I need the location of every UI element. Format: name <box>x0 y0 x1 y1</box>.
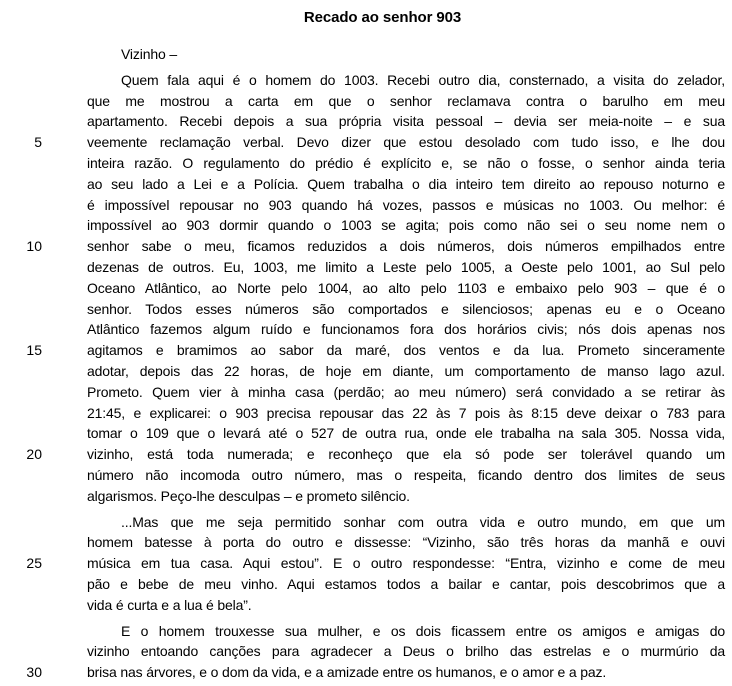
line-text: senhor. Todos esses números são comportados e silenciosos; apenas eu e o Oceano <box>87 300 725 317</box>
text-line <box>87 382 725 403</box>
text-body <box>26 44 725 683</box>
line-text: 21:45, e explicarei: o 903 precisa repousar das 22 às 7 pois às 8:15 deve deixar o 783 para <box>87 404 725 421</box>
text-line <box>26 553 725 574</box>
line-text: algarismos. Peço-lhe desculpas – e prometo silêncio. <box>87 487 410 504</box>
line-text: Prometo. Quem vier à minha casa (perdão; ao meu número) será convidado a se retirar às <box>87 383 725 400</box>
text-line <box>87 465 725 486</box>
line-text: vizinho, está toda numerada; e reconheço que ela só pode ser tolerável quando um <box>87 446 725 463</box>
line-text: ...Mas que me seja permitido sonhar com outra vida e outro mundo, em que um <box>121 513 725 530</box>
text-line <box>26 340 725 361</box>
text-line <box>34 132 725 153</box>
text-line <box>87 91 725 112</box>
line-number: 25 <box>26 555 42 572</box>
text-line <box>87 319 725 340</box>
line-number: 5 <box>34 134 42 151</box>
line-number: 30 <box>26 664 42 681</box>
line-text: Atlântico fazemos algum ruído e funcionamos fora dos horários civis; nós dois apenas nos <box>87 321 725 338</box>
line-text: Oceano Atlântico, ao Norte pelo 1004, ao alto pelo 1103 e embaixo pelo 903 – que é o <box>87 279 725 296</box>
text-line <box>87 595 725 616</box>
text-line <box>87 195 725 216</box>
line-number: 15 <box>26 342 42 359</box>
text-line <box>87 278 725 299</box>
line-text: vizinho entoando canções para agradecer a Deus o brilho das estrelas e o murmúrio da <box>87 643 725 660</box>
text-line <box>87 641 725 662</box>
text-line <box>87 111 725 132</box>
text-line <box>87 174 725 195</box>
line-text: inteira razão. O regulamento do prédio é explícito e, se não o fosse, o senhor ainda teria <box>87 154 725 171</box>
text-line <box>26 662 725 683</box>
text-line <box>87 299 725 320</box>
text-line <box>87 486 725 507</box>
text-line <box>87 257 725 278</box>
line-text: Quem fala aqui é o homem do 1003. Recebi outro dia, consternado, a visita do zelador, <box>121 71 725 88</box>
text-line <box>26 444 725 465</box>
line-text: vida é curta e a lua é bela”. <box>87 596 252 613</box>
line-text: veemente reclamação verbal. Devo dizer que estou desolado com tudo isso, e lhe dou <box>87 134 725 151</box>
text-line <box>87 423 725 444</box>
text-line <box>87 215 725 236</box>
line-number: 10 <box>26 238 42 255</box>
line-text: música em tua casa. Aqui estou”. E o outro respondesse: “Entra, vizinho e come de meu <box>87 555 725 572</box>
line-text: adotar, depois das 22 horas, de hoje em diante, um comportamento de manso lago azul. <box>87 362 725 379</box>
line-text: impossível ao 903 dormir quando o 1003 se agita; pois como não sei o seu nome nem o <box>87 217 725 234</box>
text-line <box>87 532 725 553</box>
text-line <box>26 236 725 257</box>
line-text: tomar o 109 que o levará até o 527 de outra rua, onde ele trabalha na sala 305. Nossa vida, <box>87 425 725 442</box>
line-text: brisa nas árvores, e o dom da vida, e a amizade entre os humanos, e o amor e a paz. <box>87 664 607 681</box>
line-text: Vizinho – <box>121 46 177 62</box>
line-text: apartamento. Recebi depois a sua própria visita pessoal – devia ser meia-noite – e sua <box>87 113 725 130</box>
line-text: homem batesse à porta do outro e dissesse: “Vizinho, são três horas da manhã e ouvi <box>87 534 725 551</box>
text-line <box>87 574 725 595</box>
line-number: 20 <box>26 446 42 463</box>
line-text: agitamos e bramimos ao sabor da maré, dos ventos e da lua. Prometo sinceramente <box>87 342 725 359</box>
text-line <box>87 621 725 642</box>
line-text: pão e bebe de meu vinho. Aqui estamos todos a bailar e cantar, pois descobrimos que a <box>87 575 725 592</box>
text-line <box>87 512 725 533</box>
text-line <box>87 403 725 424</box>
line-text: senhor sabe o meu, ficamos reduzidos a dois números, dois números empilhados entre <box>87 238 725 255</box>
text-line <box>87 153 725 174</box>
line-text: E o homem trouxesse sua mulher, e os dois ficassem entre os amigos e amigas do <box>121 622 725 639</box>
line-text: é impossível repousar no 903 quando há vozes, passos e músicas no 1003. Ou melhor: é <box>87 196 725 213</box>
text-line <box>87 361 725 382</box>
line-text: ao seu lado a Lei e a Polícia. Quem trabalha o dia inteiro tem direito ao repouso noturno e <box>87 175 725 192</box>
line-text: número não incomoda outro número, mas o respeita, ficando dentro dos limites de seus <box>87 466 725 483</box>
text-line <box>87 44 725 65</box>
document-title: Recado ao senhor 903 <box>303 9 462 26</box>
line-text: dezenas de outros. Eu, 1003, me limito a Leste pelo 1005, a Oeste pelo 1001, ao Sul pelo <box>87 258 725 275</box>
text-line <box>87 70 725 91</box>
line-text: que me mostrou a carta em que o senhor reclamava contra o barulho em meu <box>87 92 725 109</box>
